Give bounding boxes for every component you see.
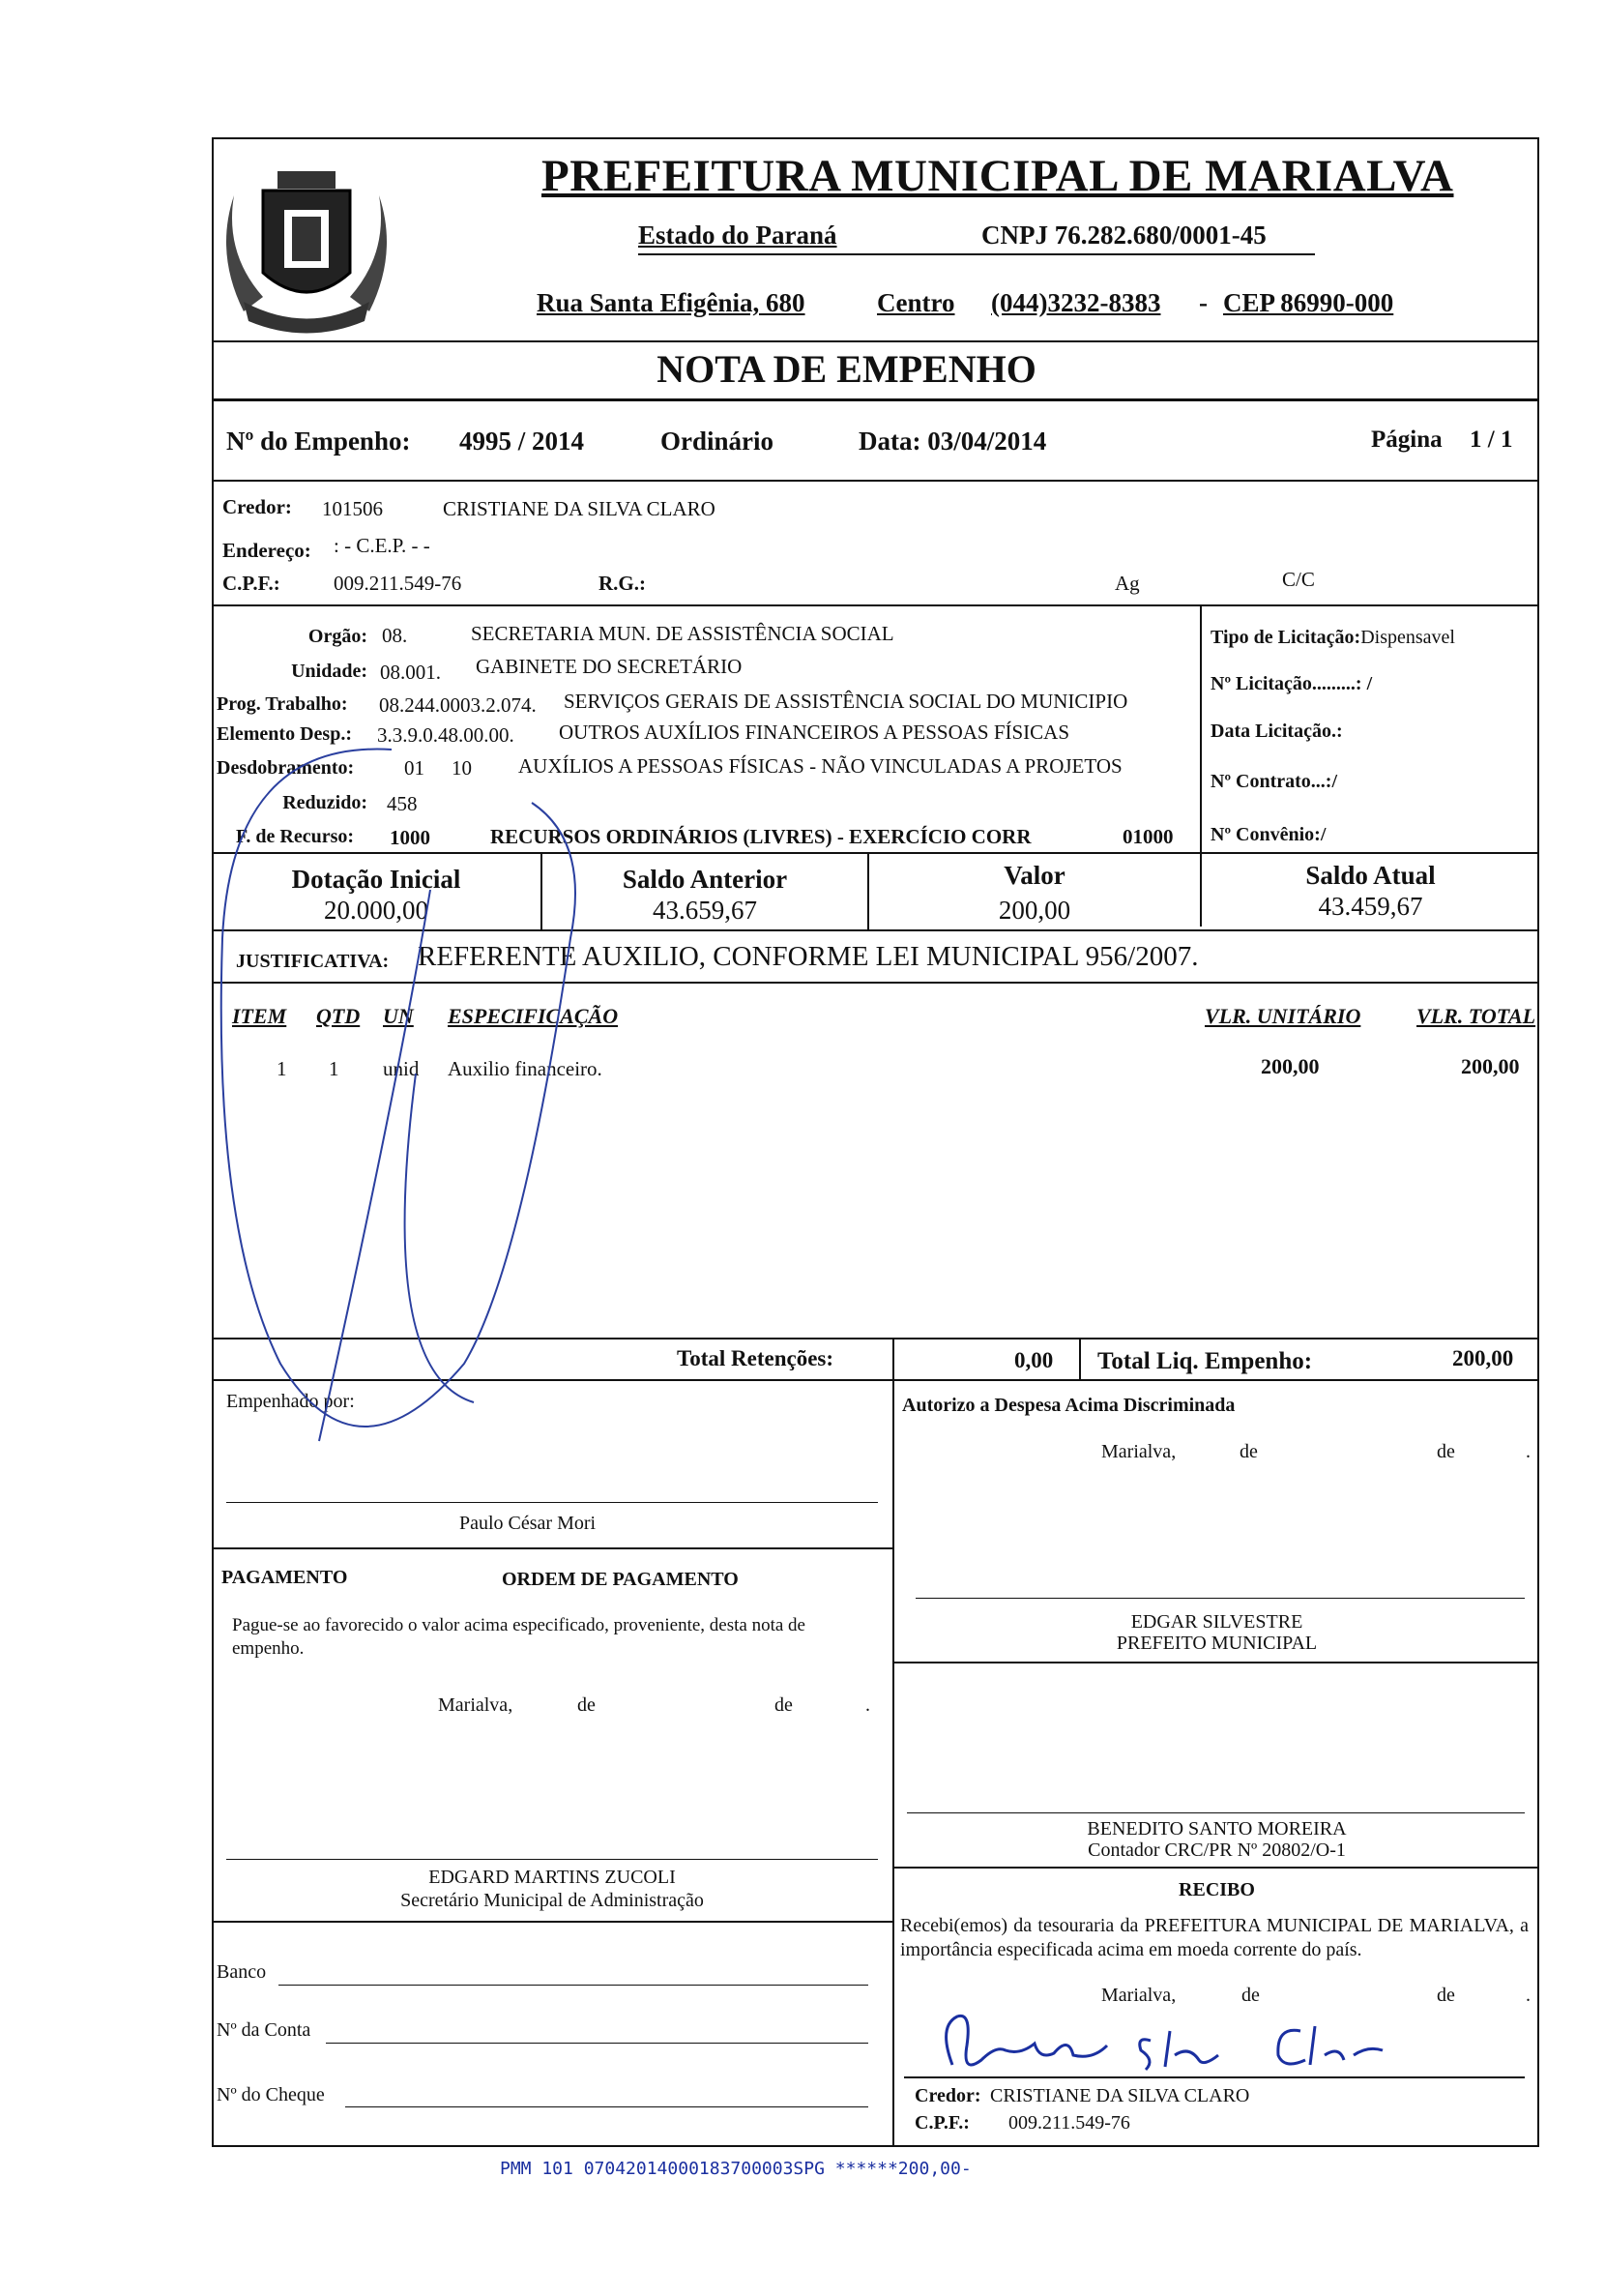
pagamento-de-1: de	[577, 1694, 596, 1716]
divider	[894, 1662, 1539, 1663]
unit-value-cell: 200,00	[1261, 1054, 1320, 1078]
address-value: : - C.E.P. - -	[334, 534, 430, 557]
municipal-coat-of-arms-icon	[224, 157, 389, 340]
especificacao-cell: Auxilio financeiro.	[448, 1057, 602, 1080]
desdobramento-code: 01	[404, 756, 424, 780]
col-header-un: UN	[383, 1004, 414, 1028]
fonte-recurso-label: F. de Recurso:	[236, 826, 355, 847]
empenhado-label: Empenhado por:	[226, 1391, 355, 1412]
empenho-type: Ordinário	[660, 427, 774, 456]
state-label: Estado do Paraná	[638, 221, 837, 250]
orgao-name: SECRETARIA MUN. DE ASSISTÊNCIA SOCIAL	[471, 622, 894, 645]
recibo-de-1: de	[1241, 1985, 1260, 2006]
credor-cpf-label: C.P.F.:	[915, 2112, 970, 2134]
divider	[212, 1547, 892, 1549]
saldo-anterior-label: Saldo Anterior	[622, 865, 788, 894]
signature-line	[907, 1812, 1525, 1813]
justificativa-label: JUSTIFICATIVA:	[236, 951, 390, 972]
pagamento-de-2: de	[774, 1694, 793, 1716]
credor-sign-label: Credor:	[915, 2085, 981, 2106]
desdobramento-name: AUXÍLIOS A PESSOAS FÍSICAS - NÃO VINCULADAS A PROJETOS	[518, 754, 1123, 778]
autorizo-label: Autorizo a Despesa Acima Discriminada	[902, 1395, 1236, 1416]
autorizo-de-2: de	[1437, 1441, 1455, 1462]
address-phone: (044)3232-8383	[991, 288, 1161, 317]
prefeito-role: PREFEITO MUNICIPAL	[1116, 1633, 1318, 1654]
page-number-label: Página	[1371, 427, 1443, 453]
col-header-qtd: QTD	[316, 1004, 361, 1028]
valor-value: 200,00	[998, 896, 1071, 925]
address-dash: -	[1199, 288, 1208, 317]
account-label: C/C	[1282, 568, 1315, 591]
signature-line	[226, 1502, 878, 1503]
footer-barcode-text: PMM 101 07042014000183700003SPG ******200,00-	[500, 2159, 972, 2179]
cpf-label: C.P.F.:	[222, 572, 280, 595]
autorizo-de-1: de	[1240, 1441, 1258, 1462]
credor-code: 101506	[322, 497, 383, 520]
credor-name: CRISTIANE DA SILVA CLARO	[443, 497, 715, 520]
prefeito-name: EDGAR SILVESTRE	[1130, 1611, 1303, 1633]
address-label: Endereço:	[222, 539, 311, 562]
col-header-especificacao: ESPECIFICAÇÃO	[448, 1004, 619, 1028]
recibo-city: Marialva,	[1101, 1985, 1177, 2006]
agency-label: Ag	[1115, 572, 1140, 595]
signature-line	[904, 2076, 1525, 2078]
admin-name: EDGARD MARTINS ZUCOLI	[428, 1867, 676, 1888]
pagamento-city: Marialva,	[438, 1694, 513, 1716]
empenho-date: Data: 03/04/2014	[859, 427, 1047, 456]
convenio-number: Nº Convênio:/	[1211, 824, 1327, 845]
divider	[212, 340, 1539, 342]
address-street: Rua Santa Efigênia, 680	[537, 288, 805, 317]
recibo-period: .	[1526, 1985, 1531, 2006]
qtd-cell: 1	[329, 1057, 339, 1080]
un-cell: unid	[383, 1057, 420, 1080]
pagamento-label: PAGAMENTO	[221, 1567, 348, 1588]
retencoes-value: 0,00	[1014, 1348, 1054, 1372]
signature-line	[916, 1598, 1525, 1599]
empenho-number-label: Nº do Empenho:	[226, 427, 411, 456]
col-header-unit-value: VLR. UNITÁRIO	[1205, 1004, 1361, 1028]
address-cep: CEP 86990-000	[1223, 288, 1394, 317]
ordem-pagamento-label: ORDEM DE PAGAMENTO	[502, 1569, 739, 1590]
elemento-code: 3.3.9.0.48.00.00.	[377, 723, 514, 747]
licitacao-type-value: Dispensavel	[1360, 627, 1455, 648]
pagamento-period: .	[865, 1694, 870, 1716]
reduzido-label: Reduzido:	[282, 792, 367, 813]
fonte-recurso-name: RECURSOS ORDINÁRIOS (LIVRES) - EXERCÍCIO CORR	[490, 825, 1032, 848]
elemento-name: OUTROS AUXÍLIOS FINANCEIROS A PESSOAS FÍSICAS	[559, 721, 1070, 744]
unidade-name: GABINETE DO SECRETÁRIO	[476, 655, 743, 678]
elemento-label: Elemento Desp.:	[217, 723, 352, 745]
vertical-divider	[892, 1338, 894, 1379]
recibo-label: RECIBO	[1179, 1879, 1255, 1900]
divider	[212, 1338, 1539, 1339]
divider	[212, 1379, 1539, 1381]
licitacao-type	[1211, 627, 1455, 649]
divider	[212, 1921, 892, 1923]
dotacao-value: 20.000,00	[324, 896, 428, 925]
page-title: PREFEITURA MUNICIPAL DE MARIALVA	[541, 151, 1454, 201]
justificativa-text: REFERENTE AUXILIO, CONFORME LEI MUNICIPAL 956/2007.	[418, 941, 1199, 972]
conta-label: Nº da Conta	[217, 2019, 311, 2041]
cnpj-label: CNPJ 76.282.680/0001-45	[981, 221, 1267, 250]
divider	[894, 1867, 1539, 1869]
licitacao-date: Data Licitação.:	[1211, 721, 1343, 742]
reduzido-code: 458	[387, 792, 418, 815]
credor-label: Credor:	[222, 495, 292, 518]
saldo-anterior-value: 43.659,67	[653, 896, 757, 925]
vertical-divider	[1079, 1338, 1081, 1379]
contract-number: Nº Contrato...:/	[1211, 771, 1338, 792]
saldo-atual-label: Saldo Atual	[1305, 861, 1436, 890]
divider	[212, 982, 1539, 984]
unidade-code: 08.001.	[380, 661, 441, 684]
dotacao-label: Dotação Inicial	[291, 865, 461, 894]
liquid-total-label: Total Liq. Empenho:	[1097, 1348, 1313, 1374]
prog-code: 08.244.0003.2.074.	[379, 693, 537, 717]
fonte-recurso-code: 1000	[390, 826, 430, 849]
desdobramento-label: Desdobramento:	[217, 757, 355, 779]
banco-label: Banco	[217, 1961, 267, 1983]
retencoes-label: Total Retenções:	[677, 1346, 834, 1370]
pague-se-text: Pague-se ao favorecido o valor acima especificado, proveniente, desta nota de empenho.	[232, 1615, 805, 1659]
total-value-cell: 200,00	[1461, 1054, 1520, 1078]
col-header-item: ITEM	[232, 1004, 287, 1028]
contador-role: Contador CRC/PR Nº 20802/O-1	[1088, 1840, 1346, 1861]
document-title: NOTA DE EMPENHO	[657, 347, 1036, 391]
divider	[212, 852, 1539, 854]
cheque-label: Nº do Cheque	[217, 2084, 325, 2105]
credor-handwritten-signature	[928, 2007, 1392, 2084]
empenho-number: 4995 / 2014	[459, 427, 585, 456]
signature-line	[226, 1859, 878, 1860]
admin-role: Secretário Municipal de Administração	[400, 1890, 704, 1911]
prog-label: Prog. Trabalho:	[217, 693, 348, 715]
liquid-total-value: 200,00	[1452, 1346, 1514, 1370]
licitacao-type-label: Tipo de Licitação:	[1211, 627, 1361, 648]
conta-field-line	[326, 2043, 868, 2044]
credor-sign-name: CRISTIANE DA SILVA CLARO	[990, 2085, 1250, 2106]
valor-label: Valor	[1004, 861, 1065, 890]
divider	[212, 604, 1539, 606]
recibo-de-2: de	[1437, 1985, 1455, 2006]
divider	[212, 398, 1539, 401]
rg-label: R.G.:	[598, 572, 646, 595]
saldo-atual-value: 43.459,67	[1318, 892, 1423, 921]
cpf-value: 009.211.549-76	[334, 572, 462, 595]
empenhado-name: Paulo César Mori	[459, 1513, 597, 1534]
licitacao-number: Nº Licitação.........: /	[1211, 673, 1373, 694]
banco-field-line	[278, 1985, 868, 1986]
autorizo-period: .	[1526, 1441, 1531, 1462]
orgao-code: 08.	[382, 624, 408, 647]
desdobramento-number: 10	[452, 756, 472, 780]
item-cell: 1	[277, 1057, 287, 1080]
fonte-recurso-number: 01000	[1123, 825, 1174, 848]
unidade-label: Unidade:	[291, 661, 367, 682]
prog-name: SERVIÇOS GERAIS DE ASSISTÊNCIA SOCIAL DO MUNICIPIO	[564, 690, 1128, 713]
page-number: 1 / 1	[1470, 427, 1513, 453]
col-header-total-value: VLR. TOTAL	[1416, 1004, 1536, 1028]
autorizo-city: Marialva,	[1101, 1441, 1177, 1462]
header-underline	[638, 253, 1315, 255]
divider	[212, 929, 1539, 931]
divider	[212, 480, 1539, 482]
orgao-label: Orgão:	[307, 626, 367, 647]
contador-name: BENEDITO SANTO MOREIRA	[1087, 1818, 1347, 1840]
vertical-divider	[892, 1379, 894, 2147]
credor-cpf-value: 009.211.549-76	[1008, 2112, 1130, 2134]
cheque-field-line	[345, 2106, 868, 2107]
address-district: Centro	[877, 288, 955, 317]
recibo-text: Recebi(emos) da tesouraria da PREFEITURA MUNICIPAL DE MARIALVA, a importância especificada acima em moeda corrente do país.	[900, 1915, 1529, 1960]
